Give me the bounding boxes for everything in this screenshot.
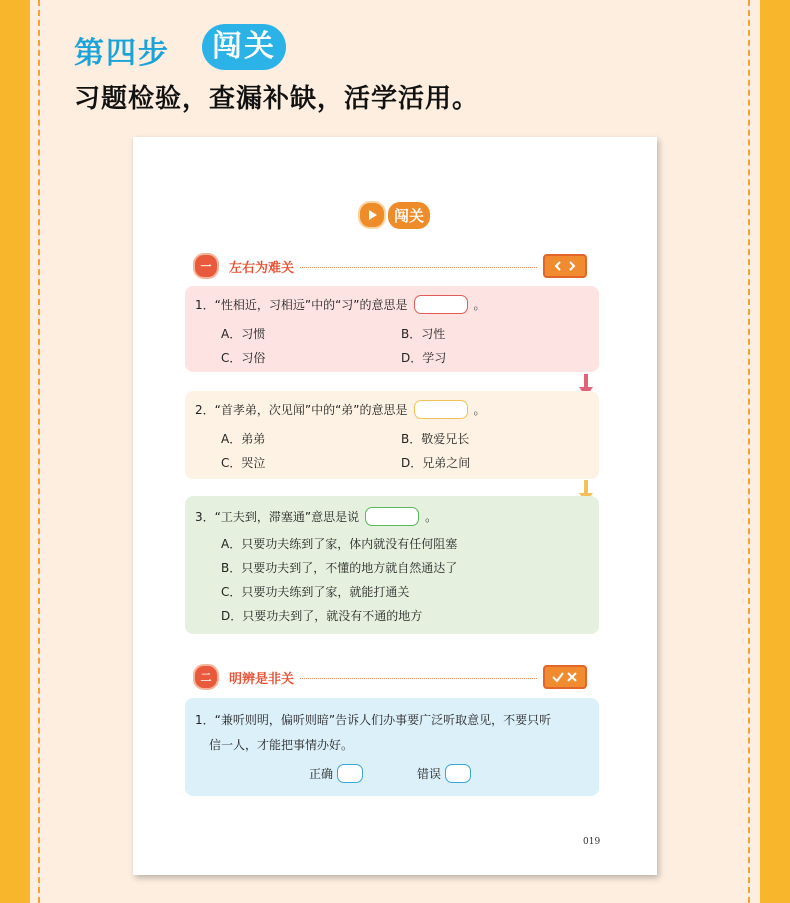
section2-divider bbox=[300, 678, 537, 679]
section1-label: 左右为难关 bbox=[229, 260, 295, 276]
subtitle: 习题检验，查漏补缺，活学活用。 bbox=[74, 84, 480, 114]
question-3-option-a[interactable]: A．只要功夫练到了家，体内就没有任何阻塞 bbox=[221, 537, 458, 551]
wrong-label: 错误 bbox=[417, 767, 442, 781]
section1-header bbox=[193, 254, 587, 278]
question-2-end: 。 bbox=[473, 403, 486, 417]
page-number: 019 bbox=[583, 837, 601, 847]
question-3 bbox=[185, 496, 599, 634]
section1-divider bbox=[300, 267, 537, 268]
question-3-option-d[interactable]: D．只要功夫到了，就没有不通的地方 bbox=[221, 609, 423, 623]
question-3-end: 。 bbox=[425, 510, 438, 524]
page-heading-label: 闯关 bbox=[388, 202, 430, 229]
wrong-checkbox[interactable] bbox=[445, 764, 471, 783]
question-3-option-b[interactable]: B．只要功夫到了，不懂的地方就自然通达了 bbox=[221, 561, 458, 575]
section2-label: 明辨是非关 bbox=[229, 671, 295, 687]
question-2-option-a[interactable]: A．弟弟 bbox=[221, 432, 266, 446]
correct-checkbox[interactable] bbox=[337, 764, 363, 783]
section2-number: 二 bbox=[193, 664, 219, 690]
question-2-option-d[interactable]: D．兄弟之间 bbox=[401, 456, 471, 470]
question-1-option-a[interactable]: A．习惯 bbox=[221, 327, 266, 341]
page-heading bbox=[358, 201, 430, 229]
question-1-end: 。 bbox=[473, 298, 486, 312]
check-cross-icon bbox=[543, 665, 587, 689]
question-2 bbox=[185, 391, 599, 479]
question-3-stem: 3．“工夫到，滞塞通”意思是说 bbox=[195, 510, 360, 524]
question-1-option-d[interactable]: D．学习 bbox=[401, 351, 447, 365]
true-false-question bbox=[185, 698, 599, 796]
play-icon bbox=[358, 201, 386, 229]
tf-question-line1: 1．“兼听则明，偏听则暗”告诉人们办事要广泛听取意见，不要只听 bbox=[195, 713, 552, 727]
left-right-icon bbox=[543, 254, 587, 278]
section1-number: 一 bbox=[193, 253, 219, 279]
question-2-option-c[interactable]: C．哭泣 bbox=[221, 456, 266, 470]
question-1 bbox=[185, 286, 599, 372]
right-dashed-border bbox=[748, 0, 750, 903]
tf-question-line2: 信一人，才能把事情办好。 bbox=[209, 738, 354, 752]
step-title: 第四步 bbox=[74, 36, 170, 71]
question-2-answer-blank[interactable] bbox=[414, 400, 468, 419]
question-1-option-c[interactable]: C．习俗 bbox=[221, 351, 266, 365]
worksheet-page bbox=[133, 137, 657, 875]
section2-header bbox=[193, 665, 587, 689]
question-2-option-b[interactable]: B．敬爱兄长 bbox=[401, 432, 470, 446]
correct-label: 正确 bbox=[309, 767, 334, 781]
question-1-answer-blank[interactable] bbox=[414, 295, 468, 314]
left-dashed-border bbox=[38, 0, 40, 903]
question-3-option-c[interactable]: C．只要功夫练到了家，就能打通关 bbox=[221, 585, 410, 599]
question-2-stem: 2．“首孝弟，次见闻”中的“弟”的意思是 bbox=[195, 403, 408, 417]
question-1-option-b[interactable]: B．习性 bbox=[401, 327, 446, 341]
step-badge: 闯关 bbox=[202, 24, 286, 70]
question-1-stem: 1．“性相近，习相远”中的“习”的意思是 bbox=[195, 298, 408, 312]
question-3-answer-blank[interactable] bbox=[365, 507, 419, 526]
